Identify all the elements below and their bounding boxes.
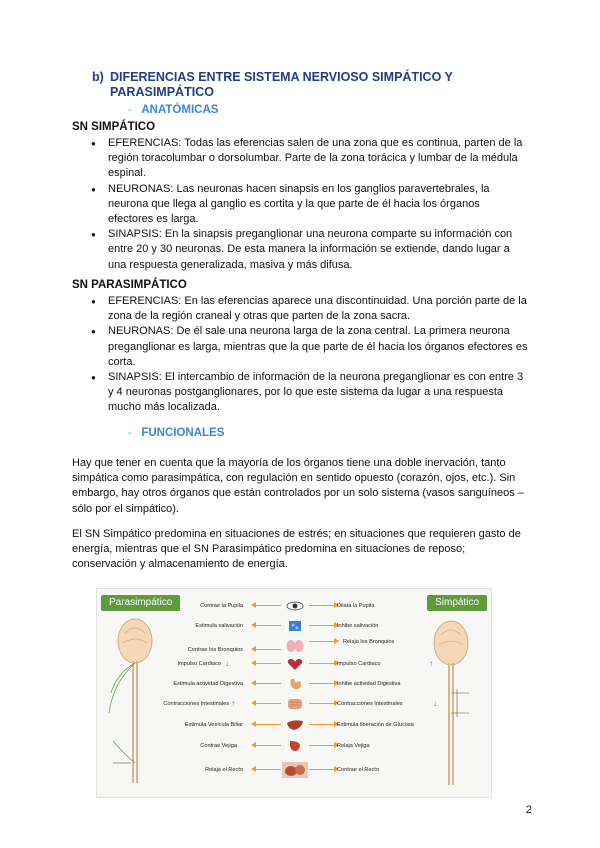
row-left-label: Contracciones Intestinales <box>163 701 229 707</box>
simpatico-tag: Simpático <box>427 595 487 611</box>
row-left-label: Impulso Cardiaco <box>177 661 221 667</box>
list-item: ● SINAPSIS: El intercambio de información de la neurona preganglionar es con entre 3 y 4 neuronas postganglionares, por lo que este sistema da lugar a una respuesta mucho más localizada. <box>108 370 528 416</box>
left-arrow <box>255 769 281 770</box>
left-arrow <box>255 724 281 725</box>
simpatico-list <box>108 136 528 273</box>
right-arrow <box>309 745 335 746</box>
row-left-label: Contrae Vejiga <box>200 743 237 749</box>
figure-row <box>97 639 491 653</box>
row-right-label: Relaja los Bronquios <box>343 639 395 645</box>
row-right-label: Contracciones Intestinales <box>337 701 403 707</box>
liver-icon <box>285 718 305 732</box>
subheading-funcionales-label: FUNCIONALES <box>141 427 225 439</box>
row-right-label: Dilata la Pupila <box>337 603 375 609</box>
increase-arrow-icon: ↑ <box>231 699 235 708</box>
subheading-anatomicas-label: ANATÓMICAS <box>141 104 219 116</box>
autonomic-nervous-system-figure <box>96 588 492 798</box>
figure-row <box>97 763 491 777</box>
eye-icon <box>285 599 305 613</box>
increase-arrow-icon: ↑ <box>429 659 433 668</box>
row-right-label: Relaja Vejiga <box>337 743 370 749</box>
row-right-label: Estimula liberación de Glucosa <box>337 722 414 728</box>
right-arrow <box>309 625 335 626</box>
stomach-icon <box>285 677 305 691</box>
parasimpatico-title: SN PARASIMPÁTICO <box>72 279 187 291</box>
row-right-label: Inhibe salivación <box>337 623 379 629</box>
decrease-arrow-icon: ↓ <box>433 699 437 708</box>
list-item: ● NEURONAS: De él sale una neurona larga de la zona central. La primera neurona preganglionar es larga, mientras que la que parte de él hacia los órganos efectores es corta. <box>108 324 528 370</box>
figure-row <box>97 718 491 732</box>
right-arrow <box>309 605 335 606</box>
left-arrow <box>255 663 281 664</box>
bladder-icon <box>285 739 305 753</box>
heart-icon <box>285 657 305 671</box>
decrease-arrow-icon: ↓ <box>225 659 229 668</box>
figure-row <box>97 677 491 691</box>
figure-row <box>97 697 491 711</box>
figure-row <box>97 599 491 613</box>
heading-line2: PARASIMPÁTICO <box>110 85 214 99</box>
left-arrow <box>255 625 281 626</box>
heading-letter: b) <box>92 70 104 84</box>
right-arrow <box>309 703 335 704</box>
row-right-label: Inhibe actividad Digestiva <box>337 681 401 687</box>
rectum-icon <box>281 761 309 779</box>
list-item: ● EFERENCIAS: En las eferencias aparece una discontinuidad. Una porción parte de la zona de la región craneal y otras que parten de la zona sacra. <box>108 294 528 324</box>
row-right-label: Impulso Cardiaco <box>337 661 381 667</box>
simpatico-title: SN SIMPÁTICO <box>72 121 156 133</box>
left-arrow <box>255 703 281 704</box>
list-item: ● NEURONAS: Las neuronas hacen sinapsis en los ganglios paravertebrales, la neurona que llega al ganglio es cortita y la que parte de él hacia los órganos efectores es larga. <box>108 182 528 228</box>
figure-row <box>97 739 491 753</box>
salivary-gland-icon <box>285 619 305 633</box>
row-left-label: Estimula Vesícula Biliar <box>184 722 243 728</box>
parasimpatico-list <box>108 294 528 416</box>
list-item: ● EFERENCIAS: Todas las eferencias salen de una zona que es continua, parten de la región toracolumbar o dorsolumbar. Parte de la zona torácica y lumbar de la médula espinal. <box>108 136 528 182</box>
right-arrow <box>309 663 335 664</box>
subheading-anatomicas: - ANATÓMICAS <box>128 104 219 116</box>
parasimpatico-tag: Parasimpático <box>101 595 180 611</box>
subheading-funcionales: - FUNCIONALES <box>128 427 225 439</box>
left-arrow <box>255 649 281 650</box>
row-left-label: Relaja el Recto <box>205 767 243 773</box>
row-left-label: Contrae la Pupila <box>200 603 243 609</box>
paragraph-2: El SN Simpático predomina en situaciones de estrés; en situaciones que requieren gasto de energía, mientras que el SN Parasimpático predomina en situaciones de reposo; conservación y almacenamiento de energía. <box>72 528 521 571</box>
intestine-icon <box>285 697 305 711</box>
heading-line1: DIFERENCIAS ENTRE SISTEMA NERVIOSO SIMPÁTICO Y <box>110 70 453 84</box>
left-arrow <box>255 683 281 684</box>
left-arrow <box>255 745 281 746</box>
right-arrow <box>309 724 335 725</box>
lungs-icon <box>285 639 305 653</box>
figure-row <box>97 619 491 633</box>
paragraph-1: Hay que tener en cuenta que la mayoría de los órganos tiene una doble inervación, tanto simpática como parasimpática, con regulación en sentido opuesto (corazón, ojos, etc.). Sin embargo, hay otros órganos que están controlados por un solo sistema (vasos sanguíneos – sólo por el simpático). <box>72 457 524 515</box>
row-left-label: Contrae los Bronquios <box>187 647 243 653</box>
list-item: ● SINAPSIS: En la sinapsis preganglionar una neurona comparte su información con entre 20 y 30 neuronas. De esta manera la información se extiende, dando lugar a una respuesta generalizada, masiva y más difusa. <box>108 227 528 273</box>
right-arrow <box>309 769 335 770</box>
left-arrow <box>255 605 281 606</box>
right-arrow <box>309 641 335 642</box>
row-left-label: Estimula salivación <box>195 623 243 629</box>
row-left-label: Estimula actividad Digestiva <box>173 681 243 687</box>
figure-row <box>97 657 491 671</box>
row-right-label: Contrae el Recto <box>337 767 379 773</box>
section-heading <box>92 70 512 100</box>
right-arrow <box>309 683 335 684</box>
page-number: 2 <box>525 804 532 816</box>
